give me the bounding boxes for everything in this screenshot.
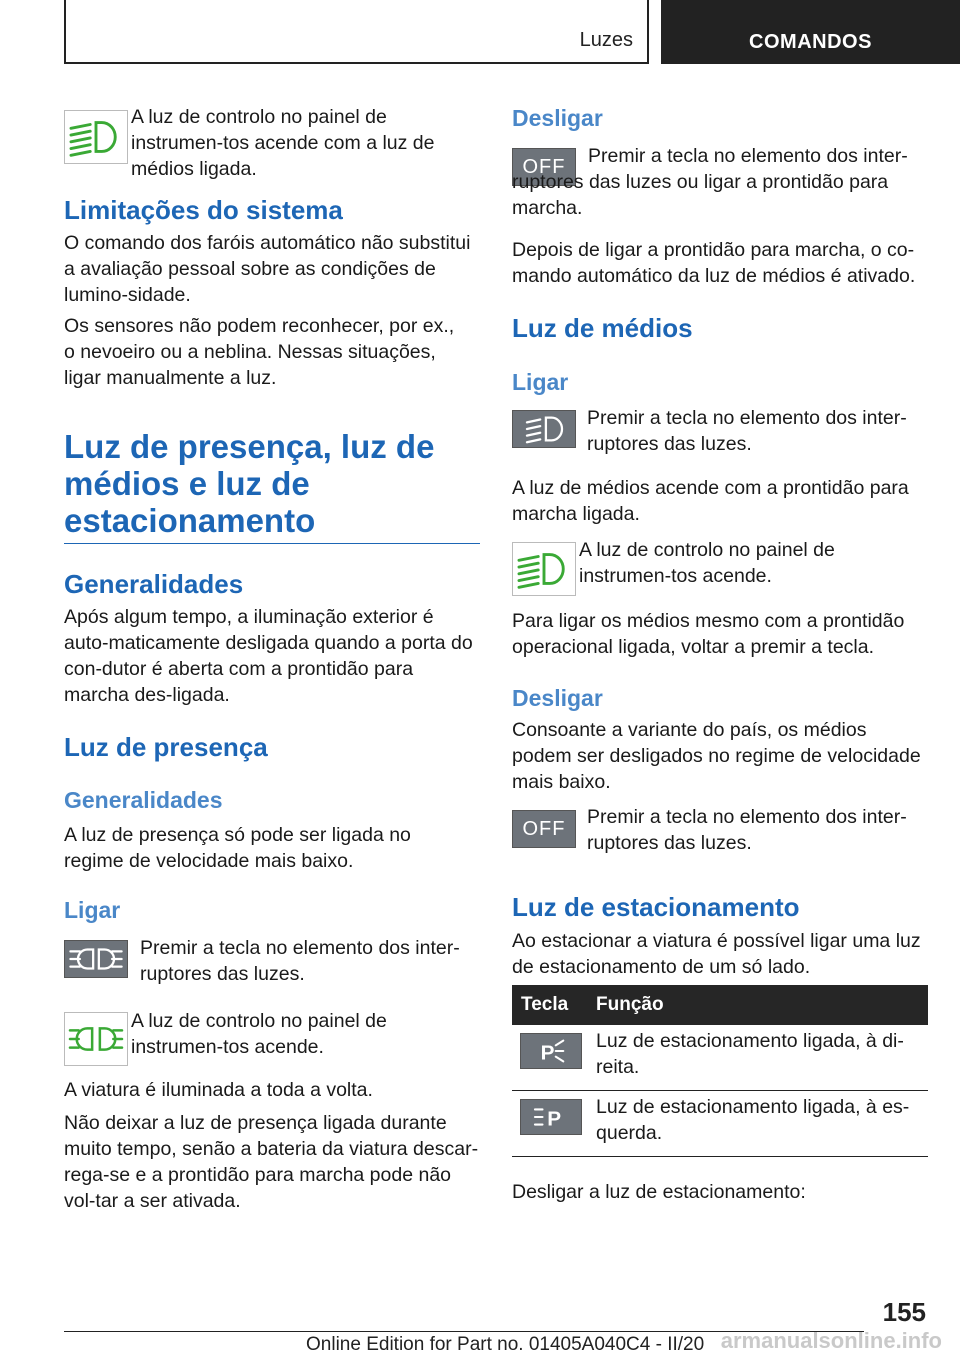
parking-light-left-icon	[520, 1099, 582, 1135]
ligar-heading: Ligar	[64, 897, 121, 923]
watermark: armanualsonline.info	[720, 1328, 942, 1353]
off-button-label: OFF	[522, 155, 566, 178]
estac-heading: Luz de estacionamento	[512, 892, 800, 922]
limits-paragraph-1: O comando dos faróis automático não substitui a avaliação pessoal sobre as condições de lumino-sidade.	[64, 232, 471, 306]
medios-heading: Luz de médios	[512, 313, 693, 343]
limits-paragraph-2: Os sensores não podem reconhecer, por ex., o nevoeiro ou a neblina. Nessas situações, ligar manualmente a luz.	[64, 315, 455, 389]
presenca-general-paragraph: A luz de presença só pode ser ligada no regime de velocidade mais baixo.	[64, 824, 411, 872]
medios-ligar-heading: Ligar	[512, 369, 569, 395]
desligar-button-text: Premir a tecla no elemento dos inter-ruptores das luzes ou ligar a prontidão para marcha.	[512, 145, 908, 219]
off-button-label-2: OFF	[522, 817, 566, 840]
main-heading-line-2: médios e luz de	[64, 465, 310, 502]
footer-edition: Online Edition for Part no. 01405A040C4 - II/20	[306, 1334, 705, 1355]
table-header	[512, 985, 928, 1025]
limits-heading: Limitações do sistema	[64, 195, 343, 225]
parking-lights-button-icon	[64, 940, 128, 978]
ligar-indicator-text: A luz de controlo no painel de instrumen-tos acende.	[131, 1010, 387, 1058]
medios-desligar-heading: Desligar	[512, 685, 603, 711]
medios-desligar-button-text: Premir a tecla no elemento dos inter-ruptores das luzes.	[587, 806, 907, 854]
ligar-paragraph-2: Não deixar a luz de presença ligada durante muito tempo, senão a bateria da viatura descar-rega-se e a prontidão para marcha pode não vol-tar a ser ativada.	[64, 1112, 479, 1212]
general-heading: Generalidades	[64, 569, 244, 599]
off-button-icon-2	[512, 810, 576, 848]
low-beam-indicator-icon-2	[512, 542, 576, 596]
header-chapter-tab: COMANDOS	[661, 0, 960, 64]
presenca-general-heading: Generalidades	[64, 787, 223, 813]
estac-off-paragraph: Desligar a luz de estacionamento:	[512, 1181, 806, 1203]
table-header-key: Tecla	[521, 994, 569, 1015]
ligar-paragraph-1: A viatura é iluminada a toda a volta.	[64, 1079, 373, 1101]
table-row	[512, 1091, 928, 1157]
medios-desligar-paragraph: Consoante a variante do país, os médios podem ser desligados no regime de velocidade mais baixo.	[512, 719, 921, 793]
parking-lights-indicator-icon	[64, 1012, 128, 1066]
main-heading-line-1: Luz de presença, luz de	[64, 428, 435, 465]
general-paragraph: Após algum tempo, a iluminação exterior é auto-maticamente desligada quando a porta do con-dutor é aberta com a prontidão para marcha des-ligada.	[64, 606, 473, 706]
table-row-text: Luz de estacionamento ligada, à di-reita.	[596, 1030, 904, 1078]
table-row	[512, 1025, 928, 1091]
intro-indicator-text: A luz de controlo no painel de instrumen-tos acende com a luz de médios ligada.	[131, 106, 435, 180]
table-row-text: Luz de estacionamento ligada, à es-querda.	[596, 1096, 910, 1144]
page-number: 155	[882, 1297, 926, 1327]
medios-ligar-paragraph: A luz de médios acende com a prontidão para marcha ligada.	[512, 477, 909, 525]
svg-text:P: P	[540, 1041, 555, 1065]
desligar-paragraph: Depois de ligar a prontidão para marcha, o co-mando automático da luz de médios é ativado.	[512, 239, 916, 287]
heading-rule	[64, 543, 480, 544]
estac-paragraph: Ao estacionar a viatura é possível ligar uma luz de estacionamento de um só lado.	[512, 930, 921, 978]
main-heading-line-3: estacionamento	[64, 502, 316, 539]
parking-light-right-icon	[520, 1033, 582, 1069]
presenca-heading: Luz de presença	[64, 732, 268, 762]
table-header-function: Função	[596, 994, 664, 1015]
low-beam-indicator-icon	[64, 110, 128, 164]
header-section-title: Luzes	[579, 29, 633, 51]
header-section-box	[64, 0, 649, 64]
svg-text:P: P	[547, 1107, 562, 1131]
desligar-heading: Desligar	[512, 105, 603, 131]
low-beam-button-icon	[512, 410, 576, 448]
medios-paragraph-2: Para ligar os médios mesmo com a prontidão operacional ligada, voltar a premir a tecla.	[512, 610, 905, 658]
medios-indicator-text: A luz de controlo no painel de instrumen-tos acende.	[579, 539, 835, 587]
ligar-button-text: Premir a tecla no elemento dos inter-ruptores das luzes.	[140, 937, 460, 985]
medios-ligar-button-text: Premir a tecla no elemento dos inter-ruptores das luzes.	[587, 407, 907, 455]
parking-light-table	[512, 985, 928, 1157]
